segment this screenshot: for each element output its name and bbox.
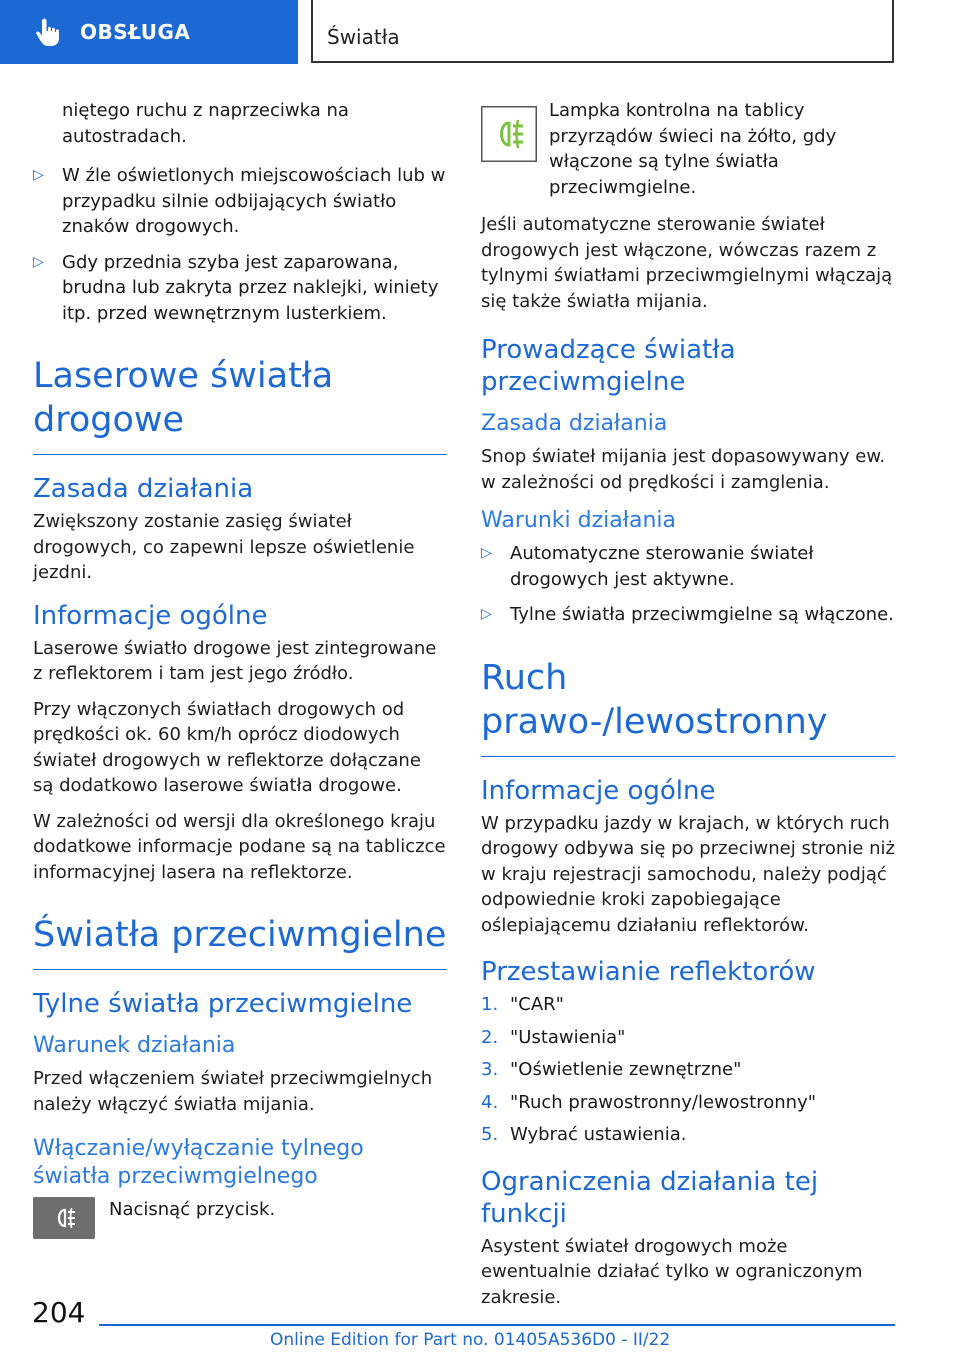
laser-general-p1: Laserowe światło drogowe jest zintegrowane z reflektorem i tam jest jego źródło. <box>33 637 437 684</box>
bullet-item: ▷ Gdy przednia szyba jest zaparowana, brudna lub zakryta przez naklejki, winiety itp. przed wewnętrznym lusterkiem. <box>33 251 439 324</box>
laser-principle-text: Zwiększony zostanie zasięg świateł drogowych, co zapewni lepsze oświetlenie jezdni. <box>33 511 415 583</box>
list-item: 3. "Oświetlenie zewnętrzne" <box>481 1059 742 1080</box>
left-column <box>33 98 447 1249</box>
guiding-principle-text: Snop świateł mijania jest dopasowywany ew. w zależności od prędkości i zamglenia. <box>481 446 886 493</box>
auto-lights-text: Jeśli automatyczne sterowanie świateł drogowych jest włączone, wówczas razem z tylnymi światłami przeciwmgielnymi włączają się także światła mijania. <box>481 214 893 312</box>
heading-laser-general: Informacje ogólne <box>33 600 268 631</box>
heading-rear-fog: Tylne światła przeciwmgielne <box>33 989 413 1019</box>
triangle-bullet-icon: ▷ <box>33 253 44 270</box>
heading-laser-principle: Zasada działania <box>33 474 254 504</box>
chapter-header <box>311 0 894 63</box>
heading-limits: Ograniczenia działania tej funkcji <box>481 1166 819 1229</box>
section-tab <box>0 0 298 64</box>
footer-edition: Online Edition for Part no. 01405A536D0 - II/22 <box>270 1330 671 1350</box>
bullet-item: ▷ Automatyczne sterowanie świateł drogowych jest aktywne. <box>481 543 814 590</box>
heading-traffic: Ruch prawo-/lewostronny <box>481 656 895 757</box>
triangle-bullet-icon: ▷ <box>33 167 44 183</box>
list-item: 2. "Ustawienia" <box>481 1026 626 1048</box>
triangle-bullet-icon: ▷ <box>481 545 492 561</box>
heading-fog-switch: Włączanie/wyłączanie tylnego światła przeciwmgielnego <box>33 1136 364 1189</box>
section-label: OBSŁUGA <box>80 20 191 44</box>
fog-indicator-lamp-icon <box>481 106 537 162</box>
right-column <box>481 98 895 1320</box>
laser-general-p3: W zależności od wersji dla określonego kraju dodatkowe informacje podane są na tabliczce informacyjnej lasera na reflektorze. <box>33 810 446 883</box>
chapter-title: Światła <box>327 25 400 49</box>
bullet-item: ▷ W źle oświetlonych miejscowościach lub w przypadku silnie odbijających światło znaków drogowych. <box>33 165 446 237</box>
list-item: 1. "CAR" <box>481 994 564 1015</box>
indicator-row <box>481 98 895 200</box>
bullet-item: ▷ Tylne światła przeciwmgielne są włączone. <box>481 602 895 628</box>
footer-divider <box>99 1324 895 1326</box>
continued-bullet: niętego ruchu z naprzeciwka na autostradach. <box>62 100 349 147</box>
fog-button-text: Nacisnąć przycisk. <box>109 1199 276 1220</box>
heading-fog-condition: Warunek działania <box>33 1033 236 1058</box>
indicator-text: Lampka kontrolna na tablicy przyrządów świeci na żółto, gdy włączone są tylne światła przeciwmgielne. <box>549 100 837 198</box>
triangle-bullet-icon: ▷ <box>481 606 492 622</box>
page-number: 204 <box>32 1296 86 1329</box>
heading-guiding-principle: Zasada działania <box>481 411 668 436</box>
rear-fog-button-icon <box>33 1197 95 1239</box>
hand-pointer-icon <box>34 17 66 47</box>
list-item: 5. Wybrać ustawienia. <box>481 1124 687 1145</box>
heading-guiding-fog: Prowadzące światła przeciwmgielne <box>481 335 736 397</box>
laser-general-p2: Przy włączonych światłach drogowych od prędkości ok. 60 km/h oprócz diodowych świateł drogowych w reflektorze dołączane są dodatkowo laserowe światła drogowe. <box>33 698 421 796</box>
heading-guiding-conditions: Warunki działania <box>481 508 676 533</box>
heading-laser: Laserowe światła drogowe <box>33 354 447 455</box>
heading-adjust: Przestawianie reflektorów <box>481 957 816 987</box>
heading-traffic-general: Informacje ogólne <box>481 775 716 806</box>
fog-condition-text: Przed włączeniem świateł przeciwmgielnych należy włączyć światła mijania. <box>33 1068 433 1115</box>
traffic-general-text: W przypadku jazdy w krajach, w których ruch drogowy odbywa się po przeciwnej stronie niż w kraju rejestracji samochodu, należy podjąć odpowiednie kroki zapobiegające oślepiającemu działaniu reflektorów. <box>481 812 895 936</box>
heading-fog: Światła przeciwmgielne <box>33 913 447 970</box>
list-item: 4. "Ruch prawostronny/lewostronny" <box>481 1091 816 1113</box>
limits-text: Asystent świateł drogowych może ewentualnie działać tylko w ograniczonym zakresie. <box>481 1235 863 1308</box>
fog-button-row <box>33 1197 447 1239</box>
